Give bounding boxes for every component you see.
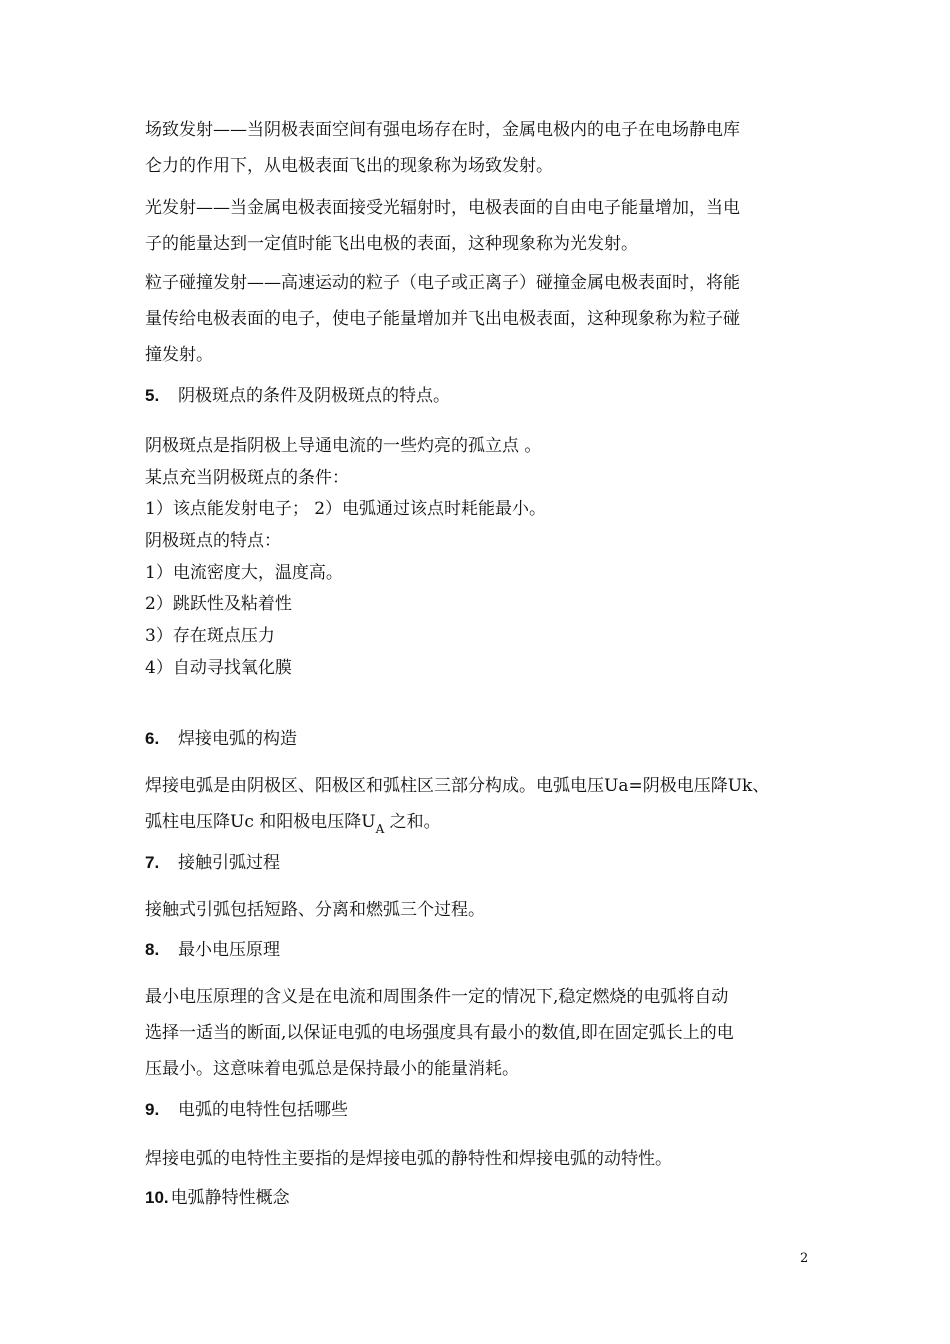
section-number: 10. <box>145 1188 169 1207</box>
field-emission-line-2: 仑力的作用下，从电极表面飞出的现象称为场致发射。 <box>145 156 553 176</box>
section-heading <box>145 851 280 875</box>
section-number: 8. <box>145 940 160 959</box>
section-title: 接触引弧过程 <box>178 853 280 873</box>
section-line <box>145 810 441 835</box>
section-line: 阴极斑点的特点： <box>145 531 281 551</box>
photo-emission-line-2: 子的能量达到一定值时能飞出电极的表面，这种现象称为光发射。 <box>145 234 638 254</box>
section-line: 1）电流密度大，温度高。 <box>145 563 343 583</box>
section-number: 9. <box>145 1100 160 1119</box>
section-line: 焊接电弧的电特性主要指的是焊接电弧的静特性和焊接电弧的动特性。 <box>145 1149 672 1169</box>
section-heading <box>145 1098 348 1122</box>
section-title: 焊接电弧的构造 <box>178 729 297 749</box>
section-line: 阴极斑点是指阴极上导通电流的一些灼亮的孤立点 。 <box>145 436 542 456</box>
section-heading <box>145 938 280 962</box>
section-line: 4）自动寻找氧化膜 <box>145 658 292 678</box>
section-title: 阴极斑点的条件及阴极斑点的特点。 <box>178 386 450 406</box>
section-line: 某点充当阴极斑点的条件： <box>145 468 349 488</box>
section-line: 3）存在斑点压力 <box>145 626 275 646</box>
section-number: 5. <box>145 386 160 405</box>
formula-text-end: 之和。 <box>384 812 441 832</box>
particle-emission-line-2: 量传给电极表面的电子，使电子能量增加并飞出电极表面，这种现象称为粒子碰 <box>145 309 740 329</box>
particle-emission-line-3: 撞发射。 <box>145 345 213 365</box>
section-line: 压最小。这意味着电弧总是保持最小的能量消耗。 <box>145 1059 519 1079</box>
section-line: 焊接电弧是由阴极区、阳极区和弧柱区三部分构成。电弧电压Ua=阴极电压降Uk、 <box>145 776 770 796</box>
section-number: 7. <box>145 853 160 872</box>
section-line: 最小电压原理的含义是在电流和周围条件一定的情况下,稳定燃烧的电弧将自动 <box>145 987 729 1007</box>
section-heading <box>145 1186 290 1210</box>
page-number: 2 <box>800 1251 809 1266</box>
photo-emission-line-1: 光发射——当金属电极表面接受光辐射时，电极表面的自由电子能量增加，当电 <box>145 198 740 218</box>
section-title: 电弧的电特性包括哪些 <box>178 1100 348 1120</box>
section-title: 最小电压原理 <box>178 940 280 960</box>
section-line: 接触式引弧包括短路、分离和燃弧三个过程。 <box>145 900 485 920</box>
section-line: 选择一适当的断面,以保证电弧的电场强度具有最小的数值,即在固定弧长上的电 <box>145 1023 734 1043</box>
particle-emission-line-1: 粒子碰撞发射——高速运动的粒子（电子或正离子）碰撞金属电极表面时，将能 <box>145 273 740 293</box>
section-number: 6. <box>145 729 160 748</box>
field-emission-line-1: 场致发射——当阴极表面空间有强电场存在时，金属电极内的电子在电场静电库 <box>145 120 740 140</box>
subscript: A <box>375 822 385 836</box>
formula-text: 弧柱电压降Uc 和阳极电压降U <box>145 812 376 832</box>
section-heading <box>145 727 297 751</box>
section-line: 2）跳跃性及粘着性 <box>145 594 292 614</box>
section-heading <box>145 384 450 408</box>
section-line: 1）该点能发射电子； 2）电弧通过该点时耗能最小。 <box>145 499 547 519</box>
section-title: 电弧静特性概念 <box>170 1188 290 1208</box>
